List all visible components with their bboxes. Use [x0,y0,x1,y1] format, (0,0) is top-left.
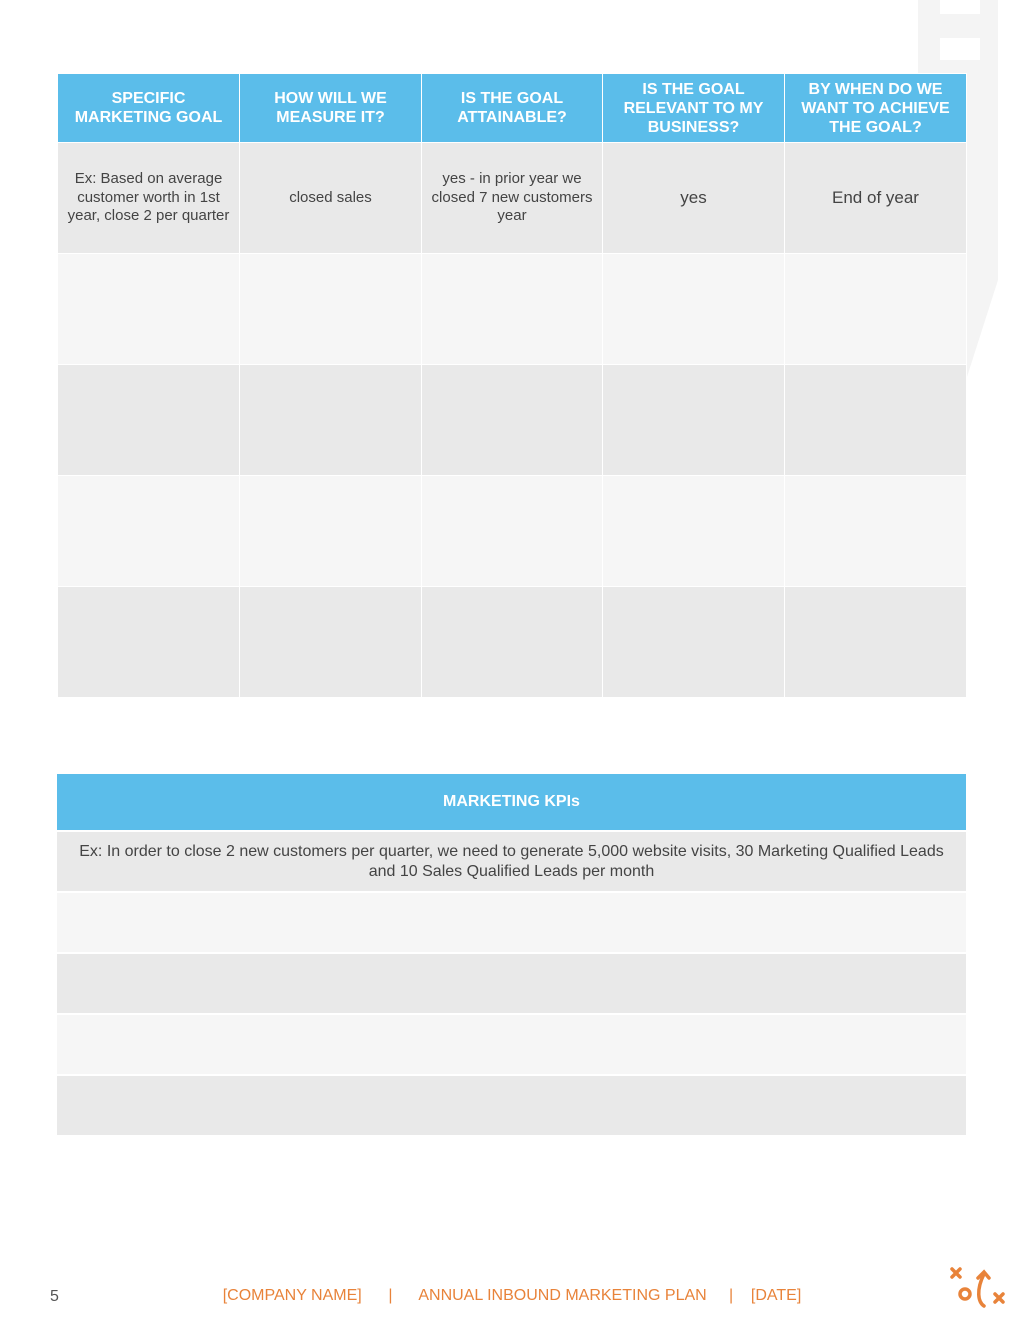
header-deadline: BY WHEN DO WE WANT TO ACHIEVE THE GOAL? [785,74,967,143]
table-row [57,953,966,1014]
empty-cell[interactable] [57,1014,966,1075]
empty-cell[interactable] [58,476,240,587]
empty-cell[interactable] [240,476,422,587]
page-number: 5 [50,1288,59,1305]
empty-cell[interactable] [422,476,603,587]
footer-separator: | [388,1287,393,1304]
empty-cell[interactable] [603,365,785,476]
example-measure-cell[interactable]: closed sales [240,143,422,254]
empty-cell[interactable] [422,587,603,698]
empty-cell[interactable] [240,587,422,698]
empty-cell[interactable] [603,587,785,698]
empty-cell[interactable] [57,953,966,1014]
header-attainable: IS THE GOAL ATTAINABLE? [422,74,603,143]
empty-cell[interactable] [58,254,240,365]
empty-cell[interactable] [58,365,240,476]
empty-cell[interactable] [422,254,603,365]
table-row [57,1014,966,1075]
kpi-header-row [57,774,966,831]
table-row [58,254,967,365]
empty-cell[interactable] [58,587,240,698]
table-row [57,1075,966,1136]
kpi-example-cell[interactable]: Ex: In order to close 2 new customers per quarter, we need to generate 5,000 website visits, 30 Marketing Qualified Leads and 10 Sales Qualified Leads per month [57,831,966,892]
empty-cell[interactable] [785,365,967,476]
empty-cell[interactable] [240,254,422,365]
table-row [58,365,967,476]
example-goal-cell[interactable]: Ex: Based on average customer worth in 1st year, close 2 per quarter [58,143,240,254]
smart-goals-table [57,73,967,698]
example-relevant-cell[interactable]: yes [603,143,785,254]
example-deadline-cell[interactable]: End of year [785,143,967,254]
footer-separator: | [728,1287,734,1304]
empty-cell[interactable] [422,365,603,476]
footer-title: ANNUAL INBOUND MARKETING PLAN [418,1287,707,1304]
strategy-play-logo-icon [948,1266,1006,1310]
table-row [58,587,967,698]
table-row [58,476,967,587]
empty-cell[interactable] [240,365,422,476]
kpi-header: MARKETING KPIs [57,774,966,831]
empty-cell[interactable] [603,476,785,587]
empty-cell[interactable] [785,476,967,587]
table-row [57,831,966,892]
table-row [57,892,966,953]
marketing-kpis-table [57,774,966,1137]
example-attainable-cell[interactable]: yes - in prior year we closed 7 new customers year [422,143,603,254]
footer-date: [DATE] [750,1287,802,1304]
table-row [58,143,967,254]
footer [0,1287,1024,1305]
empty-cell[interactable] [57,1075,966,1136]
empty-cell[interactable] [785,587,967,698]
header-relevant: IS THE GOAL RELEVANT TO MY BUSINESS? [603,74,785,143]
header-specific-goal: SPECIFIC MARKETING GOAL [58,74,240,143]
footer-company: [COMPANY NAME] [222,1287,362,1304]
header-measure: HOW WILL WE MEASURE IT? [240,74,422,143]
goals-header-row [58,74,967,143]
empty-cell[interactable] [785,254,967,365]
empty-cell[interactable] [57,892,966,953]
empty-cell[interactable] [603,254,785,365]
